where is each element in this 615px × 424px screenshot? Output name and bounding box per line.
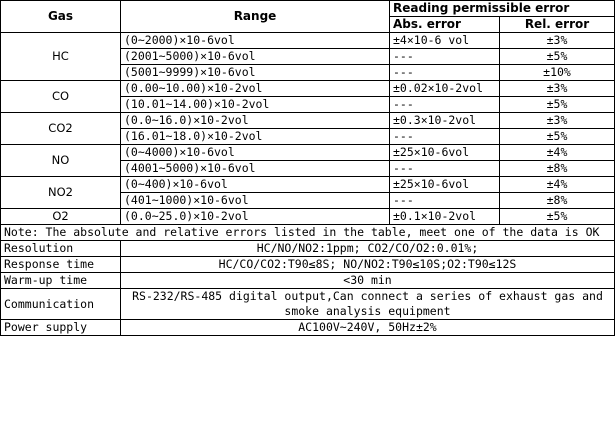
abs-error-cell: ±25×10-6vol (390, 177, 500, 193)
range-cell: (0~4000)×10-6vol (121, 145, 390, 161)
header-gas: Gas (1, 1, 121, 33)
abs-error-cell: --- (390, 161, 500, 177)
abs-error-cell: --- (390, 65, 500, 81)
range-cell: (5001~9999)×10-6vol (121, 65, 390, 81)
spec-row (1, 289, 615, 320)
header-range: Range (121, 1, 390, 33)
abs-error-cell: ±0.3×10-2vol (390, 113, 500, 129)
note-text: Note: The absolute and relative errors listed in the table, meet one of the data is OK (1, 225, 615, 241)
header-row (1, 1, 615, 17)
range-cell: (0.0~16.0)×10-2vol (121, 113, 390, 129)
spec-row (1, 320, 615, 336)
note-row (1, 225, 615, 241)
spec-label: Communication (1, 289, 121, 320)
rel-error-cell: ±10% (500, 65, 615, 81)
abs-error-cell: ±0.1×10-2vol (390, 209, 500, 225)
spec-value: <30 min (121, 273, 615, 289)
spec-label: Warm-up time (1, 273, 121, 289)
spec-value: RS-232/RS-485 digital output,Can connect a series of exhaust gas and smoke analysis equipment (121, 289, 615, 320)
rel-error-cell: ±3% (500, 113, 615, 129)
abs-error-cell: --- (390, 97, 500, 113)
gas-row (1, 33, 615, 49)
range-cell: (10.01~14.00)×10-2vol (121, 97, 390, 113)
abs-error-cell: ±25×10-6vol (390, 145, 500, 161)
gas-row (1, 81, 615, 97)
spec-label: Power supply (1, 320, 121, 336)
abs-error-cell: --- (390, 129, 500, 145)
gas-name: NO2 (1, 177, 121, 209)
range-cell: (0~400)×10-6vol (121, 177, 390, 193)
rel-error-cell: ±4% (500, 177, 615, 193)
spec-row (1, 257, 615, 273)
rel-error-cell: ±3% (500, 33, 615, 49)
range-cell: (2001~5000)×10-6vol (121, 49, 390, 65)
rel-error-cell: ±3% (500, 81, 615, 97)
rel-error-cell: ±5% (500, 49, 615, 65)
spec-row (1, 273, 615, 289)
spec-value: HC/CO/CO2:T90≤8S; NO/NO2:T90≤10S;O2:T90≤12S (121, 257, 615, 273)
spec-value: HC/NO/NO2:1ppm; CO2/CO/O2:0.01%; (121, 241, 615, 257)
abs-error-cell: ±0.02×10-2vol (390, 81, 500, 97)
header-reading-error: Reading permissible error (390, 1, 615, 17)
range-cell: (16.01~18.0)×10-2vol (121, 129, 390, 145)
header-abs-error: Abs. error (390, 17, 500, 33)
gas-row (1, 209, 615, 225)
spec-value: AC100V~240V, 50Hz±2% (121, 320, 615, 336)
gas-name: O2 (1, 209, 121, 225)
range-cell: (401~1000)×10-6vol (121, 193, 390, 209)
gas-name: NO (1, 145, 121, 177)
gas-name: CO2 (1, 113, 121, 145)
range-cell: (4001~5000)×10-6vol (121, 161, 390, 177)
rel-error-cell: ±5% (500, 97, 615, 113)
gas-row (1, 177, 615, 193)
abs-error-cell: --- (390, 193, 500, 209)
range-cell: (0.0~25.0)×10-2vol (121, 209, 390, 225)
range-cell: (0.00~10.00)×10-2vol (121, 81, 390, 97)
abs-error-cell: --- (390, 49, 500, 65)
gas-row (1, 145, 615, 161)
abs-error-cell: ±4×10-6 vol (390, 33, 500, 49)
gas-name: HC (1, 33, 121, 81)
gas-name: CO (1, 81, 121, 113)
rel-error-cell: ±5% (500, 129, 615, 145)
spec-row (1, 241, 615, 257)
range-cell: (0~2000)×10-6vol (121, 33, 390, 49)
header-rel-error: Rel. error (500, 17, 615, 33)
rel-error-cell: ±8% (500, 161, 615, 177)
spec-label: Response time (1, 257, 121, 273)
rel-error-cell: ±5% (500, 209, 615, 225)
rel-error-cell: ±8% (500, 193, 615, 209)
gas-row (1, 113, 615, 129)
spec-label: Resolution (1, 241, 121, 257)
rel-error-cell: ±4% (500, 145, 615, 161)
